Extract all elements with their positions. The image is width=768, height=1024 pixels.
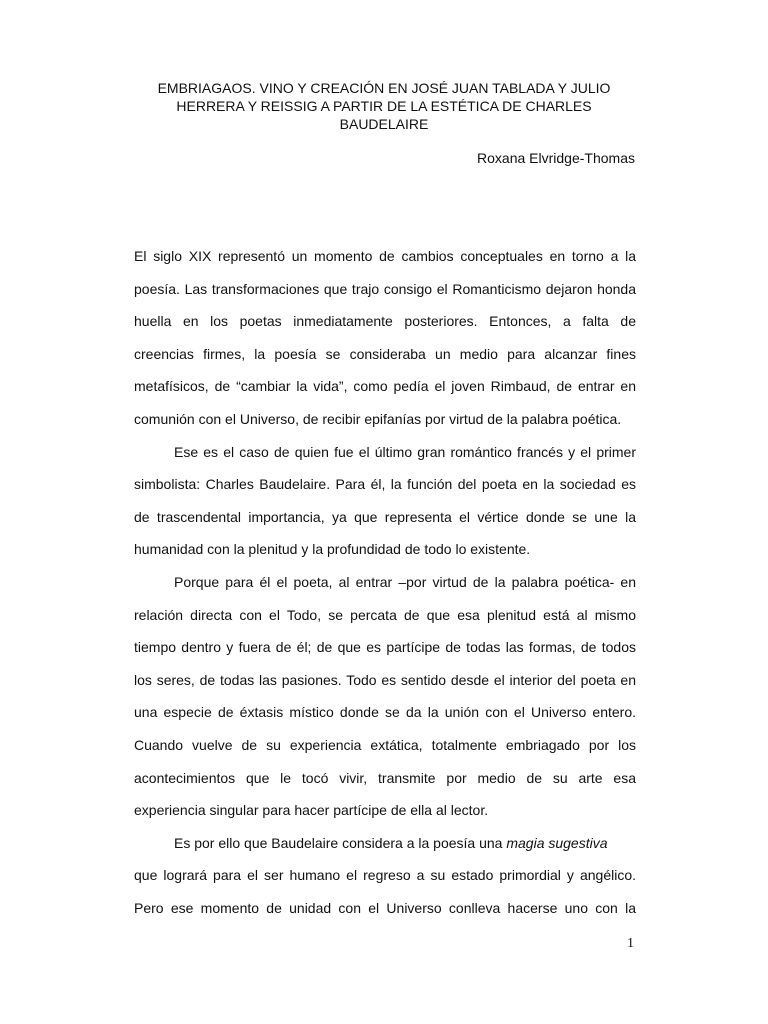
paragraph-1-line: creencias firmes, la poesía se consideraba un medio para alcanzar fines bbox=[134, 345, 636, 362]
paragraph-3-line: una especie de éxtasis místico donde se da la unión con el Universo entero. bbox=[134, 704, 636, 721]
paragraph-4-line bbox=[134, 827, 636, 860]
paragraph-3-line: tiempo dentro y fuera de él; de que es partícipe de todas las formas, de todos bbox=[134, 639, 636, 656]
paragraph-1-line: El siglo XIX representó un momento de cambios conceptuales en torno a la bbox=[134, 248, 636, 264]
page-number: 1 bbox=[627, 936, 634, 951]
document-title bbox=[134, 79, 634, 133]
paragraph-2-line: de trascendental importancia, ya que representa el vértice donde se une la bbox=[134, 508, 636, 525]
paragraph-3-line: los seres, de todas las pasiones. Todo es sentido desde el interior del poeta en bbox=[134, 671, 636, 688]
paragraph-3-line: Cuando vuelve de su experiencia extática, totalmente embriagado por los bbox=[134, 736, 636, 753]
title-line: BAUDELAIRE bbox=[339, 116, 429, 132]
paragraph-1-line: metafísicos, de “cambiar la vida”, como pedía el joven Rimbaud, de entrar en bbox=[134, 378, 636, 395]
paragraph-1-line: comunión con el Universo, de recibir epifanías por virtud de la palabra poética. bbox=[134, 410, 622, 427]
title-line: HERRERA Y REISSIG A PARTIR DE LA ESTÉTICA DE CHARLES bbox=[176, 98, 592, 114]
author-name: Roxana Elvridge-Thomas bbox=[477, 150, 635, 166]
italic-phrase: magia sugestiva bbox=[506, 834, 608, 851]
paragraph-3-line: acontecimientos que le tocó vivir, transmite por medio de su arte esa bbox=[134, 769, 636, 786]
paragraph-3-line: experiencia singular para hacer partícipe de ella al lector. bbox=[134, 802, 489, 819]
paragraph-1-line: huella en los poetas inmediatamente posteriores. Entonces, a falta de bbox=[134, 313, 636, 330]
paragraph-3-line: relación directa con el Todo, se percata de que esa plenitud está al mismo bbox=[134, 606, 636, 623]
paragraph-4-text: Es por ello que Baudelaire considera a la poesía una bbox=[174, 834, 507, 851]
paragraph-4-line: Pero ese momento de unidad con el Universo conlleva hacerse uno con la bbox=[134, 899, 636, 916]
paragraph-2-line: humanidad con la plenitud y la profundidad de todo lo existente. bbox=[134, 541, 531, 558]
paragraph-2-line: simbolista: Charles Baudelaire. Para él, la función del poeta en la sociedad es bbox=[134, 476, 636, 493]
body-text bbox=[134, 240, 636, 924]
paragraph-1-line: poesía. Las transformaciones que trajo consigo el Romanticismo dejaron honda bbox=[134, 280, 636, 297]
paragraph-4-line: que logrará para el ser humano el regreso a su estado primordial y angélico. bbox=[134, 867, 636, 884]
paragraph-2-line: Ese es el caso de quien fue el último gran romántico francés y el primer bbox=[174, 443, 636, 460]
title-line: EMBRIAGAOS. VINO Y CREACIÓN EN JOSÉ JUAN TABLADA Y JULIO bbox=[157, 80, 611, 96]
paragraph-3-line: Porque para él el poeta, al entrar –por virtud de la palabra poética- en bbox=[174, 573, 636, 590]
